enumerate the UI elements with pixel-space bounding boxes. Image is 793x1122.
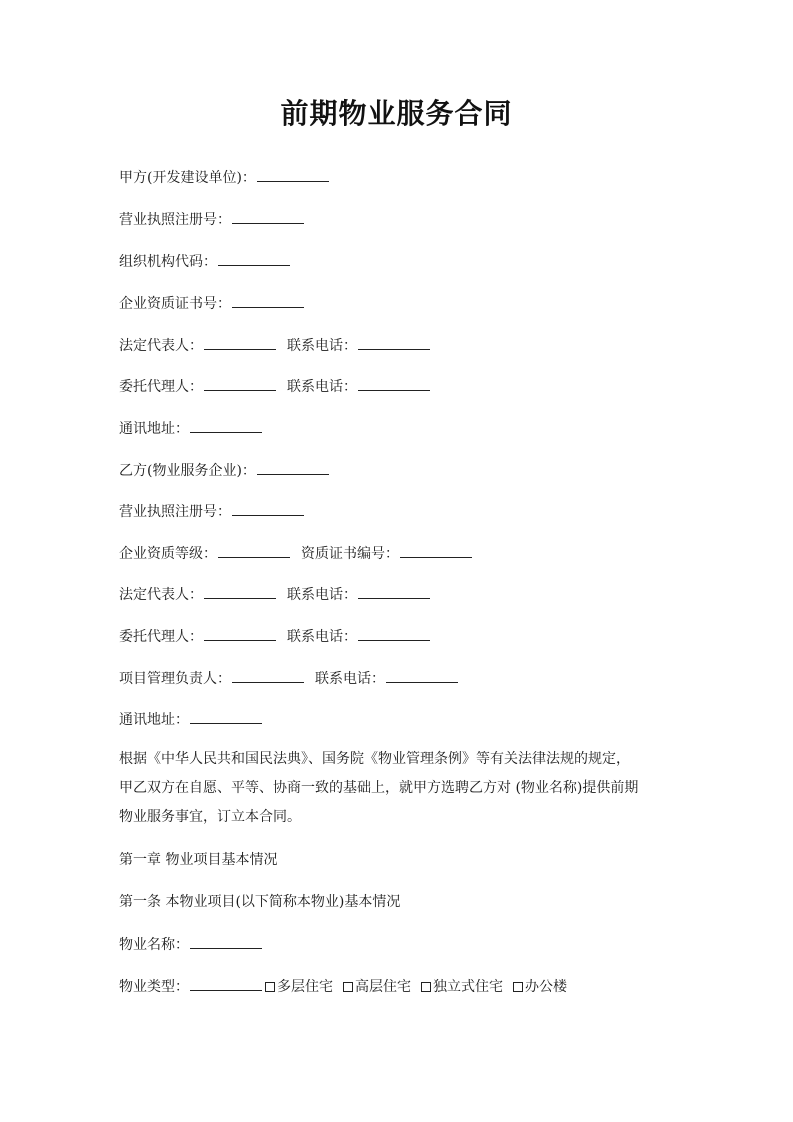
party-b-legal-rep-phone-label: 联系电话： bbox=[287, 587, 357, 603]
party-a-org-code-line bbox=[119, 252, 291, 271]
party-b-label: 乙方(物业服务企业)： bbox=[119, 463, 256, 479]
party-b-address-blank[interactable] bbox=[190, 710, 262, 724]
party-b-license-blank[interactable] bbox=[232, 502, 304, 516]
party-a-agent-label: 委托代理人： bbox=[119, 379, 203, 395]
party-a-blank[interactable] bbox=[257, 168, 329, 182]
party-b-qualification-cert-label: 资质证书编号： bbox=[301, 546, 399, 562]
article-1-heading: 第一条 本物业项目(以下简称本物业)基本情况 bbox=[119, 894, 401, 910]
checkbox-high-rise[interactable] bbox=[343, 982, 353, 992]
party-b-license-label: 营业执照注册号： bbox=[119, 504, 231, 520]
property-name-line bbox=[119, 935, 263, 954]
party-a-line bbox=[119, 168, 330, 187]
party-a-legal-rep-label: 法定代表人： bbox=[119, 338, 203, 354]
party-b-manager-phone-blank[interactable] bbox=[386, 669, 458, 683]
checkbox-office[interactable] bbox=[513, 982, 523, 992]
party-b-agent-line bbox=[119, 627, 431, 646]
party-b-line bbox=[119, 461, 330, 480]
party-a-agent-phone-label: 联系电话： bbox=[287, 379, 357, 395]
party-b-qualification-cert-blank[interactable] bbox=[400, 544, 472, 558]
party-b-address-line bbox=[119, 710, 263, 729]
property-name-label: 物业名称： bbox=[119, 937, 189, 953]
property-type-blank[interactable] bbox=[190, 977, 262, 991]
preamble-line-2: 甲乙双方在自愿、平等、协商一致的基础上，就甲方选聘乙方对 (物业名称)提供前期 bbox=[119, 780, 639, 796]
party-b-agent-label: 委托代理人： bbox=[119, 629, 203, 645]
party-a-license-line bbox=[119, 210, 305, 229]
party-b-agent-blank[interactable] bbox=[204, 627, 276, 641]
preamble-line-3: 物业服务事宜，订立本合同。 bbox=[119, 809, 301, 825]
party-b-legal-rep-label: 法定代表人： bbox=[119, 587, 203, 603]
preamble-paragraph bbox=[119, 745, 679, 832]
party-a-license-label: 营业执照注册号： bbox=[119, 212, 231, 228]
party-b-legal-rep-blank[interactable] bbox=[204, 585, 276, 599]
party-b-manager-phone-label: 联系电话： bbox=[315, 671, 385, 687]
property-name-blank[interactable] bbox=[190, 935, 262, 949]
party-b-blank[interactable] bbox=[257, 461, 329, 475]
party-b-qualification-grade-label: 企业资质等级： bbox=[119, 546, 217, 562]
party-a-org-code-label: 组织机构代码： bbox=[119, 254, 217, 270]
party-a-legal-rep-phone-blank[interactable] bbox=[358, 336, 430, 350]
party-a-legal-rep-phone-label: 联系电话： bbox=[287, 338, 357, 354]
party-a-agent-line bbox=[119, 377, 431, 396]
party-a-label: 甲方(开发建设单位)： bbox=[119, 170, 256, 186]
party-a-address-blank[interactable] bbox=[190, 419, 262, 433]
party-a-legal-rep-blank[interactable] bbox=[204, 336, 276, 350]
option-multi-storey: 多层住宅 bbox=[277, 979, 333, 995]
party-b-license-line bbox=[119, 502, 305, 521]
party-b-manager-blank[interactable] bbox=[232, 669, 304, 683]
party-a-qualification-blank[interactable] bbox=[232, 294, 304, 308]
party-b-manager-label: 项目管理负责人： bbox=[119, 671, 231, 687]
party-a-legal-rep-line bbox=[119, 336, 431, 355]
preamble-line-1: 根据《中华人民共和国民法典》、国务院《物业管理条例》等有关法律法规的规定， bbox=[119, 751, 630, 767]
checkbox-detached[interactable] bbox=[421, 982, 431, 992]
party-a-address-label: 通讯地址： bbox=[119, 421, 189, 437]
party-a-license-blank[interactable] bbox=[232, 210, 304, 224]
chapter-1-heading: 第一章 物业项目基本情况 bbox=[119, 852, 278, 868]
party-b-manager-line bbox=[119, 669, 459, 688]
party-b-address-label: 通讯地址： bbox=[119, 712, 189, 728]
party-b-agent-phone-blank[interactable] bbox=[358, 627, 430, 641]
option-detached: 独立式住宅 bbox=[433, 979, 503, 995]
party-a-agent-phone-blank[interactable] bbox=[358, 377, 430, 391]
party-b-agent-phone-label: 联系电话： bbox=[287, 629, 357, 645]
party-b-qualification-grade-blank[interactable] bbox=[218, 544, 290, 558]
party-b-legal-rep-line bbox=[119, 585, 431, 604]
party-b-qualification-line bbox=[119, 544, 473, 563]
party-a-agent-blank[interactable] bbox=[204, 377, 276, 391]
option-office: 办公楼 bbox=[525, 979, 567, 995]
property-type-line bbox=[119, 977, 575, 996]
checkbox-multi-storey[interactable] bbox=[265, 982, 275, 992]
property-type-label: 物业类型： bbox=[119, 979, 189, 995]
party-a-address-line bbox=[119, 419, 263, 438]
option-high-rise: 高层住宅 bbox=[355, 979, 411, 995]
party-a-qualification-label: 企业资质证书号： bbox=[119, 296, 231, 312]
party-b-legal-rep-phone-blank[interactable] bbox=[358, 585, 430, 599]
party-a-org-code-blank[interactable] bbox=[218, 252, 290, 266]
party-a-qualification-line bbox=[119, 294, 305, 313]
document-title: 前期物业服务合同 bbox=[280, 97, 513, 130]
